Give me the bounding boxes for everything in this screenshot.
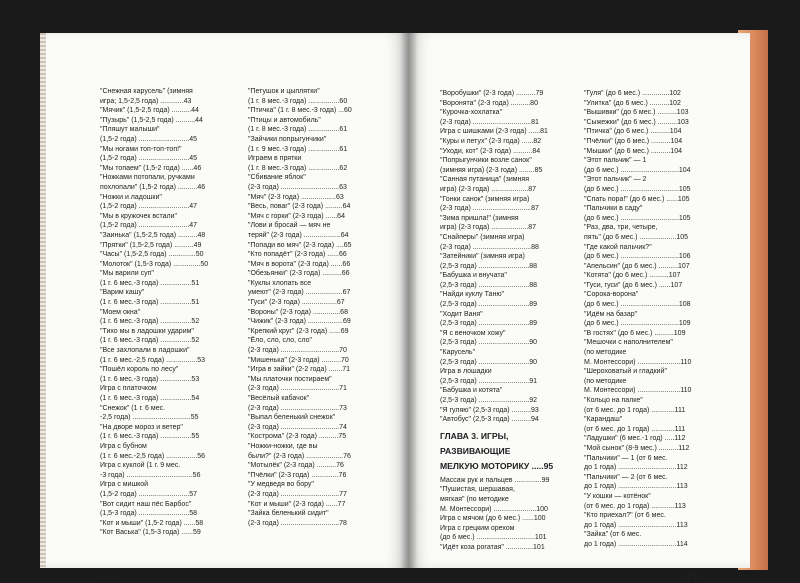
toc-entry: "Куклы хлопать все bbox=[248, 279, 312, 287]
toc-entry: "Этот пальчик" — 1 bbox=[584, 157, 647, 165]
toc-entry: "Попади во мяч" (2-3 года) ....65 bbox=[248, 241, 352, 249]
toc-entry: Игра с платочком bbox=[100, 385, 157, 393]
toc-entry: "Мой сынок" (8-9 мес.) ..........112 bbox=[584, 444, 690, 452]
toc-entry: (1 г. 8 мес.-3 года) ................61 bbox=[248, 126, 348, 134]
toc-entry: "На дворе мороз и ветер" bbox=[100, 423, 183, 431]
toc-entry: "Вороны" (2-3 года) ..............68 bbox=[248, 308, 348, 316]
toc-entry: "Все захлопали в ладошки" bbox=[100, 347, 190, 355]
toc-entry: М. Монтессори) ......................100 bbox=[440, 505, 548, 513]
toc-entry: (по методике bbox=[584, 349, 627, 357]
toc-entry: (до 6 мес.) ..............................105 bbox=[584, 214, 691, 222]
toc-entry: "Мешочки с наполнителем" bbox=[584, 339, 673, 347]
left-page bbox=[40, 33, 408, 583]
toc-entry: (1 г. 6 мес.-3 года) ................51 bbox=[100, 299, 200, 307]
toc-entry: "Крепкий круг" (2-3 года) ......69 bbox=[248, 327, 349, 335]
toc-entry: (по методике bbox=[584, 377, 627, 385]
toc-entry: (2-3 года) ..............................88 bbox=[440, 243, 539, 251]
chapter-heading-line: РАЗВИВАЮЩИЕ bbox=[440, 445, 511, 456]
toc-entry: Игра с мишкой bbox=[100, 481, 149, 489]
toc-entry: "Ёло, сло, сло, сло" bbox=[248, 337, 313, 345]
toc-entry: "Пузырь" (1,5-2,5 года) ..........44 bbox=[100, 116, 203, 124]
toc-entry: "Тихо мы в ладошки ударим" bbox=[100, 327, 194, 335]
toc-entry: (2,5-3 года) ..........................92 bbox=[440, 397, 537, 404]
toc-entry: (1 г. 6 мес.-3 года) ................52 bbox=[100, 337, 200, 345]
toc-entry: мягкая" (по методике bbox=[440, 495, 509, 503]
toc-entry: "Ножками потопали, ручками bbox=[100, 174, 195, 182]
toc-entry: "Гонки санок" (зимняя игра) bbox=[440, 195, 530, 203]
toc-entry: "Вот сидит наш пёс Барбос" bbox=[100, 500, 192, 508]
toc-entry: "Мячик" (1,5-2,5 года) ..........44 bbox=[100, 107, 199, 115]
toc-entry: "Идёт коза рогатая" ..............101 bbox=[440, 543, 545, 551]
toc-entry: М. Монтессори) ......................110 bbox=[584, 387, 692, 395]
toc-entry: (от 6 мес. до 1 года) ............113 bbox=[584, 502, 686, 510]
toc-entry: "Спать пора!" (до 6 мес.) ......105 bbox=[584, 195, 690, 203]
toc-entry: -3 года) ..................................56 bbox=[100, 471, 201, 479]
toc-entry: (2-3 года) ..............................70 bbox=[248, 347, 347, 355]
toc-entry: "Мяч с горки" (2-3 года) ......64 bbox=[248, 212, 345, 220]
toc-entry: "Зайка беленький сидит" bbox=[248, 510, 329, 518]
toc-entry: (1 г. 6 мес.-3 года) ................55 bbox=[100, 433, 200, 441]
toc-entry: похлопали" (1,5-2 года) ..........46 bbox=[100, 183, 206, 191]
toc-entry: "Я гуляю" (2,5-3 года) ..........93 bbox=[440, 406, 539, 414]
toc-entry: "Мы топаем" (1,5-2 года) ......46 bbox=[100, 164, 202, 172]
toc-entry: "Где какой пальчик?" bbox=[584, 243, 652, 251]
right-column-2 bbox=[584, 89, 734, 550]
toc-entry: "Вышивки" (до 6 мес.) ..........103 bbox=[584, 109, 689, 117]
left-column-2 bbox=[248, 87, 398, 528]
toc-entry: "Игра в зайки" (2-2 года) .......71 bbox=[248, 366, 351, 374]
toc-entry: "Этот пальчик" — 2 bbox=[584, 176, 647, 184]
toc-entry: (2-3 года) ..............................63 bbox=[248, 183, 347, 191]
toc-entry: (до 6 мес.) ..............................108 bbox=[584, 301, 691, 309]
toc-entry: (1 г. 6 мес.-3 года) ................51 bbox=[100, 279, 200, 287]
toc-entry: -2,5 года) ..............................55 bbox=[100, 414, 199, 422]
toc-entry: "Автобус" (2,5-3 года) ..........94 bbox=[440, 416, 539, 424]
left-column-1 bbox=[100, 87, 250, 538]
chapter-heading bbox=[440, 431, 590, 472]
toc-entry: (2,5-3 года) ..........................90 bbox=[440, 358, 537, 366]
toc-entry: (1,5-2 года) ..........................45 bbox=[100, 135, 197, 143]
toc-entry: "Мы варили суп" bbox=[100, 270, 154, 278]
toc-entry: "Раз, два, три, четыре, bbox=[584, 224, 658, 232]
chapter-heading-line: МЕЛКУЮ МОТОРИКУ .....95 bbox=[440, 460, 554, 471]
chapter-3-entries bbox=[440, 476, 590, 553]
toc-entry: (1 г. 6 мес.-2,5 года) ................53 bbox=[100, 356, 206, 364]
toc-entry: (2-3 года) ..............................87 bbox=[440, 205, 539, 213]
toc-entry: "Снежная карусель" (зимняя bbox=[100, 88, 193, 95]
toc-entry: "Чижик" (2-3 года) ..................69 bbox=[248, 318, 351, 326]
toc-entry: Игра с бубном bbox=[100, 442, 147, 450]
toc-entry: "Мы ногами топ-топ-топ!" bbox=[100, 145, 182, 153]
toc-entry: "Мы платочки постираем" bbox=[248, 375, 332, 383]
toc-entry: (1 г. 9 мес.-3 года) ................61 bbox=[248, 145, 348, 153]
toc-entry: "Уходи, кот" (2-3 года) ..........84 bbox=[440, 147, 541, 155]
toc-entry: до 1 года) ..............................113 bbox=[584, 521, 688, 529]
toc-entry: (от 6 мес. до 1 года) ............111 bbox=[584, 425, 686, 433]
toc-entry: (до 6 мес.) ..............................106 bbox=[584, 253, 691, 261]
toc-entry: "Котята" (до 6 мес.) ..........107 bbox=[584, 272, 681, 280]
toc-entry: "Птичка" (1 г. 8 мес.-3 года) ...60 bbox=[248, 107, 352, 115]
toc-entry: "Ходит Ваня" bbox=[440, 310, 483, 318]
toc-entry: до 1 года) ..............................112 bbox=[584, 464, 688, 472]
toc-entry: "Попрыгунчики возле санок" bbox=[440, 157, 532, 165]
toc-entry: (2,5-3 года) ..........................89 bbox=[440, 320, 537, 328]
toc-entry: "Ладушки" (6 мес.-1 год) .....112 bbox=[584, 435, 686, 443]
toc-entry: "Снайперы" (зимняя игра) bbox=[440, 233, 525, 241]
toc-entry: (1 г. 6 мес.-3 года) ................52 bbox=[100, 318, 200, 326]
toc-entry: (2-3 года) ..............................73 bbox=[248, 404, 347, 412]
toc-entry: (2-3 года) ..............................71 bbox=[248, 385, 347, 393]
toc-entry: "Мяч" (2-3 года) ..................63 bbox=[248, 193, 344, 201]
toc-entry: "Кот и мыши" (1,5-2 года) ......58 bbox=[100, 519, 204, 527]
toc-entry: "Кольцо на палке" bbox=[584, 397, 643, 404]
toc-entry: "Найди куклу Таню" bbox=[440, 291, 505, 299]
toc-entry: "Мотылёк" (2-3 года) ..........76 bbox=[248, 462, 344, 470]
toc-entry: "Мишенька" (2-3 года) ..........70 bbox=[248, 356, 349, 364]
toc-entry: (от 6 мес. до 1 года) ............111 bbox=[584, 406, 686, 414]
toc-entry: (2,5-3 года) ..........................90 bbox=[440, 339, 537, 347]
toc-entry: игра) (2-3 года) ...................87 bbox=[440, 224, 537, 232]
toc-entry: (1,5-2 года) ..........................47 bbox=[100, 222, 197, 230]
toc-entry: "Я с веночком хожу" bbox=[440, 329, 506, 337]
toc-entry: "Часы" (1,5-2,5 года) ..............50 bbox=[100, 251, 204, 259]
toc-entry: Игра с грецким орехом bbox=[440, 524, 515, 532]
toc-entry: (1 г. 6 мес.-2,5 года) ................56 bbox=[100, 452, 206, 460]
toc-entry: теряй" (2-3 года) ...................64 bbox=[248, 231, 349, 239]
toc-entry: "Пчёлки" (2-3 года) ..............76 bbox=[248, 471, 347, 479]
toc-entry: "Пушистая, шершавая, bbox=[440, 486, 515, 494]
toc-entry: "Санная путаница" (зимняя bbox=[440, 176, 530, 184]
toc-entry: "У кошки — котёнок" bbox=[584, 492, 651, 500]
toc-entry: "Сорока-ворона" bbox=[584, 291, 639, 299]
toc-entry: "Улитка" (до 6 мес.) ..........102 bbox=[584, 99, 681, 107]
toc-entry: "Гуси" (2-3 года) ..................67 bbox=[248, 299, 345, 307]
right-column-1 bbox=[440, 89, 590, 553]
toc-entry: "Пошёл король по лесу" bbox=[100, 366, 179, 374]
toc-entry: "Прятки" (1,5-2,5 года) ..........49 bbox=[100, 241, 202, 249]
toc-entry: "Пляшут малыши" bbox=[100, 126, 160, 134]
toc-entry: были?" (2-3 года) ...................76 bbox=[248, 452, 351, 460]
toc-entry: пять" (до 6 мес.) ...................105 bbox=[584, 233, 689, 241]
toc-entry: "Пальчики в саду" bbox=[584, 205, 643, 213]
toc-entry: "Весь, поваг" (2-3 года) .........64 bbox=[248, 203, 351, 211]
toc-entry: (2-3 года) ..............................81 bbox=[440, 118, 539, 126]
toc-entry: "Весёлый кабачок" bbox=[248, 395, 310, 402]
toc-entry: Игра с мячом (до 6 мес.) ......100 bbox=[440, 515, 546, 523]
toc-entry: "Зайка" (от 6 мес. bbox=[584, 531, 642, 539]
toc-entry: умеют" (2-3 года) ...................67 bbox=[248, 289, 351, 297]
toc-entry: (до 6 мес.) ..............................109 bbox=[584, 320, 691, 328]
toc-entry: "Идём на базар" bbox=[584, 310, 638, 318]
toc-entry: (до 6 мес.) ..............................105 bbox=[584, 185, 691, 193]
toc-entry: "Пальчики" — 2 (от 6 мес. bbox=[584, 473, 668, 481]
chapter-heading-line: ГЛАВА 3. ИГРЫ, bbox=[440, 430, 509, 441]
right-page bbox=[408, 33, 750, 583]
toc-entry: "Моем окна" bbox=[100, 308, 141, 316]
toc-entry: "Снежок" (1 г. 6 мес. bbox=[100, 404, 166, 412]
toc-entry: "Пальчики" — 1 (от 6 мес. bbox=[584, 454, 668, 462]
toc-entry: (2,5-3 года) ..........................88 bbox=[440, 262, 537, 270]
toc-entry: "Пчёлки" (до 6 мес.) ..........104 bbox=[584, 137, 683, 145]
toc-entry: "Мы в кружочек встали" bbox=[100, 212, 178, 220]
toc-entry: "Лови и бросай — мяч не bbox=[248, 222, 331, 230]
toc-entry: "Кто приехал?" (от 6 мес. bbox=[584, 512, 666, 520]
toc-entry: Игра в лошадки bbox=[440, 368, 492, 376]
toc-entry: (1 г. 8 мес.-3 года) ................62 bbox=[248, 164, 348, 172]
toc-entry: "Шероховатый и гладкий" bbox=[584, 368, 667, 376]
toc-entry: "Воронята" (2-3 года) ..........80 bbox=[440, 99, 538, 107]
toc-entry: "Карандаш" bbox=[584, 416, 623, 424]
page-stack-edge bbox=[40, 33, 46, 568]
book-gutter bbox=[400, 33, 418, 568]
toc-entry: (2,5-3 года) ..........................88 bbox=[440, 281, 537, 289]
toc-entry: (2-3 года) ..............................74 bbox=[248, 423, 347, 431]
toc-entry: Играем в прятки bbox=[248, 155, 302, 163]
toc-entry: "Карусель" bbox=[440, 349, 476, 357]
toc-entry: "Кто попадёт" (2-3 года) ......66 bbox=[248, 251, 347, 259]
toc-entry: Игра с куклой (1 г. 9 мес. bbox=[100, 462, 181, 470]
toc-entry: (1,5-3 года) ..........................58 bbox=[100, 510, 197, 518]
right-column-1-entries bbox=[440, 89, 590, 425]
toc-entry: до 1 года) ..............................114 bbox=[584, 540, 688, 548]
toc-entry: "Птицы и автомобиль" bbox=[248, 116, 321, 124]
toc-entry: (1 г. 6 мес.-3 года) ................53 bbox=[100, 375, 200, 383]
toc-entry: (2,5-3 года) ..........................89 bbox=[440, 301, 537, 309]
toc-entry: "Бабушка и внучата" bbox=[440, 272, 507, 280]
toc-entry: "Курочка-хохлатка" bbox=[440, 109, 503, 117]
toc-entry: "Куры и петух" (2-3 года) ......82 bbox=[440, 137, 542, 145]
toc-entry: Массаж рук и пальцев ..............99 bbox=[440, 476, 550, 484]
toc-entry: "Кострома" (2-3 года) ..........75 bbox=[248, 433, 347, 441]
toc-entry: (1,5-2 года) ..........................45 bbox=[100, 155, 197, 163]
toc-entry: "Ножки-ножки, где вы bbox=[248, 442, 318, 450]
toc-entry: "Воробушки" (2-3 года) ..........79 bbox=[440, 90, 544, 97]
toc-entry: М. Монтессори) ......................110 bbox=[584, 358, 692, 366]
left-page-number: 378 bbox=[98, 571, 117, 583]
toc-entry: "Молоток" (1,5-3 года) ..............50 bbox=[100, 260, 209, 268]
toc-entry: "Обезьянки" (2-3 года) ..........66 bbox=[248, 270, 350, 278]
toc-entry: "Варим кашу" bbox=[100, 289, 145, 297]
toc-entry: "Кот Васька" (1,5-3 года) ......59 bbox=[100, 529, 201, 537]
right-page-number: 379 bbox=[680, 571, 699, 583]
toc-entry: "Апельсин" (до 6 мес.) ..........107 bbox=[584, 262, 690, 270]
toc-entry: (1,5-2 года) ..........................47 bbox=[100, 203, 197, 211]
toc-entry: (до 6 мес.) ..............................101 bbox=[440, 534, 547, 542]
toc-entry: (зимняя игра) (2-3 года) ........85 bbox=[440, 166, 543, 174]
toc-entry: игра) (2-3 года) ...................87 bbox=[440, 185, 537, 193]
toc-entry: "Птичка" (до 6 мес.) ..........104 bbox=[584, 128, 682, 136]
toc-entry: Игра с шишками (2-3 года) ......81 bbox=[440, 128, 548, 136]
toc-entry: "Сбивание яблок" bbox=[248, 174, 306, 182]
toc-entry: (1,5-2 года) ..........................57 bbox=[100, 490, 197, 498]
toc-entry: (1 г. 6 мес.-3 года) ................54 bbox=[100, 395, 200, 402]
toc-entry: до 1 года) ..............................113 bbox=[584, 483, 688, 491]
toc-entry: (1 г. 8 мес.-3 года) ................60 bbox=[248, 97, 348, 105]
toc-entry: "Мяч в ворота" (2-3 года) ......66 bbox=[248, 260, 351, 268]
toc-entry: "Гуси, гуси" (до 6 мес.) ......107 bbox=[584, 281, 683, 289]
toc-entry: "Зима пришла!" (зимняя bbox=[440, 214, 519, 222]
toc-entry: игра; 1,5-2,5 года) ............43 bbox=[100, 97, 192, 105]
toc-entry: "У медведя во бору" bbox=[248, 481, 314, 489]
toc-entry: (2,5-3 года) ..........................91 bbox=[440, 377, 537, 385]
toc-entry: "Выпал беленький снежок" bbox=[248, 414, 336, 422]
toc-entry: "Зайчики попрыгунчики" bbox=[248, 135, 327, 143]
toc-entry: "Сыжежки" (до 6 мес.) ..........103 bbox=[584, 118, 689, 126]
toc-entry: "Затейники" (зимняя игра) bbox=[440, 253, 525, 261]
toc-entry: "Мышки" (до 6 мес.) ..........104 bbox=[584, 147, 683, 155]
toc-entry: (2-3 года) ..............................77 bbox=[248, 490, 347, 498]
toc-entry: (2-3 года) ..............................78 bbox=[248, 519, 347, 527]
toc-entry: "Петушок и цыплятки" bbox=[248, 88, 320, 95]
toc-entry: "Кот и мыши" (2-3 года) ......77 bbox=[248, 500, 346, 508]
toc-entry: "Гуля" (до 6 мес.) ..............102 bbox=[584, 90, 681, 97]
toc-entry: (до 6 мес.) ..............................104 bbox=[584, 166, 691, 174]
toc-entry: "Бабушка и котята" bbox=[440, 387, 503, 395]
toc-entry: "Заинька" (1,5-2,5 года) ..........48 bbox=[100, 231, 206, 239]
toc-entry: "Ножки и ладошки" bbox=[100, 193, 162, 201]
toc-entry: "В гостях" (до 6 мес.) ..........109 bbox=[584, 329, 686, 337]
